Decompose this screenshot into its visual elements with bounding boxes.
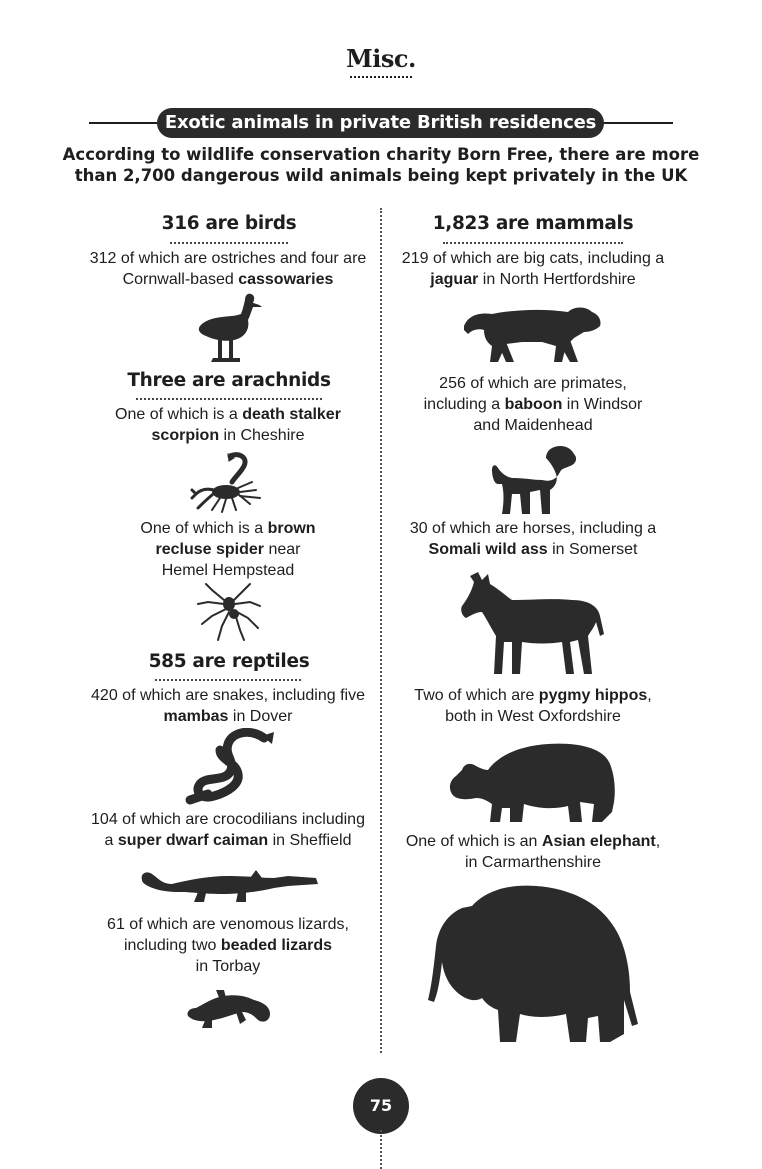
birds-heading: 316 are birds: [161, 213, 297, 234]
mammals-heading-rule: [443, 242, 623, 244]
crocodilians-text: [78, 809, 378, 851]
mammals-heading: 1,823 are mammals: [432, 213, 634, 234]
lizards-text: [78, 914, 378, 977]
spider-line-1: One of which is a brown: [140, 520, 316, 537]
spider-text: [78, 518, 378, 581]
subtitle-line-1: According to wildlife conservation charity Born Free, there are more: [62, 145, 700, 164]
spider-icon: [196, 582, 262, 642]
birds-text: [78, 248, 378, 290]
arachnids-heading-rule: [136, 398, 322, 400]
scorpion-icon: [190, 452, 268, 514]
birds-line-2: Cornwall-based cassowaries: [122, 271, 334, 288]
spider-line-3: Hemel Hempstead: [161, 562, 295, 579]
page-number: 75: [353, 1078, 409, 1134]
primates-text: [384, 373, 682, 436]
primates-line-1: 256 of which are primates,: [439, 375, 627, 392]
cats-text: [384, 248, 682, 290]
scorpion-line-1: One of which is a death stalker: [115, 406, 341, 423]
page-title: Exotic animals in private British residences: [157, 108, 604, 138]
lizards-line-2: including two beaded lizards: [123, 937, 333, 954]
scorpion-text: [78, 404, 378, 446]
primates-line-3: and Maidenhead: [473, 417, 593, 434]
cats-line-2: jaguar in North Hertfordshire: [430, 271, 636, 288]
cats-line-1: 219 of which are big cats, including a: [401, 250, 665, 267]
lizards-line-1: 61 of which are venomous lizards,: [107, 916, 349, 933]
snakes-line-1: 420 of which are snakes, including five: [91, 687, 365, 704]
hippos-line-1: Two of which are pygmy hippos,: [414, 687, 652, 704]
hippo-icon: [448, 742, 618, 824]
snake-icon: [180, 728, 276, 806]
arachnids-heading: Three are arachnids: [127, 370, 331, 391]
baboon-icon: [490, 444, 578, 516]
elephant-text: [384, 831, 682, 873]
jaguar-icon: [462, 302, 604, 368]
horses-line-2: Somali wild ass in Somerset: [428, 541, 638, 558]
horses-line-1: 30 of which are horses, including a: [409, 520, 657, 537]
crocodilians-line-1: 104 of which are crocodilians including: [91, 811, 365, 828]
horses-text: [384, 518, 682, 560]
snakes-line-2: mambas in Dover: [163, 708, 293, 725]
wild-ass-icon: [460, 570, 606, 678]
lizard-icon: [184, 984, 274, 1032]
crocodilians-line-2: a super dwarf caiman in Sheffield: [104, 832, 352, 849]
column-divider-bottom: [380, 1130, 382, 1169]
subtitle: [60, 144, 702, 186]
caiman-icon: [138, 862, 320, 906]
column-divider: [380, 208, 382, 1053]
hippos-text: [384, 685, 682, 727]
spider-line-2: recluse spider near: [155, 541, 301, 558]
reptiles-heading-rule: [155, 679, 301, 681]
elephant-line-2: in Carmarthenshire: [464, 854, 602, 871]
cassowary-icon: [196, 292, 264, 366]
section-label-underline: [350, 76, 412, 78]
scorpion-line-2: scorpion in Cheshire: [151, 427, 305, 444]
section-label: Misc.: [346, 44, 416, 73]
elephant-icon: [424, 884, 642, 1046]
lizards-line-3: in Torbay: [195, 958, 261, 975]
subtitle-line-2: than 2,700 dangerous wild animals being kept privately in the UK: [74, 166, 688, 185]
elephant-line-1: One of which is an Asian elephant,: [405, 833, 661, 850]
birds-line-1: 312 of which are ostriches and four are: [89, 250, 367, 267]
reptiles-heading: 585 are reptiles: [148, 651, 310, 672]
primates-line-2: including a baboon in Windsor: [423, 396, 643, 413]
birds-heading-rule: [170, 242, 288, 244]
hippos-line-2: both in West Oxfordshire: [445, 708, 621, 725]
snakes-text: [78, 685, 378, 727]
